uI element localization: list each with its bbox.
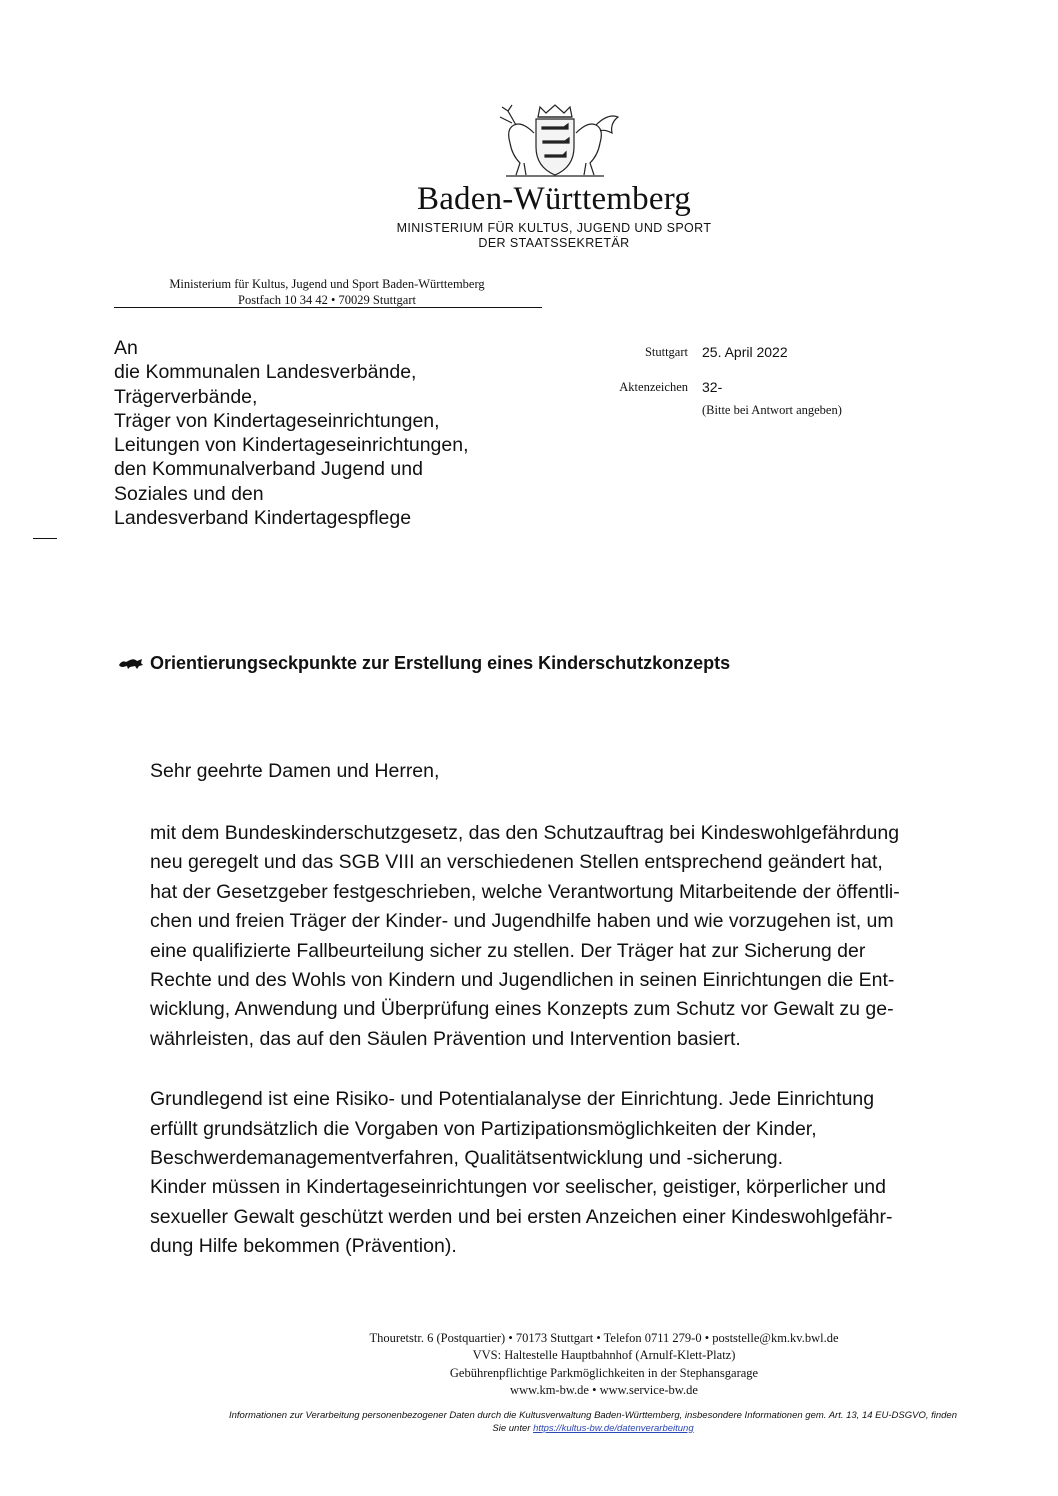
recipient-address bbox=[114, 336, 469, 530]
ministry-line-2: DER STAATSSEKRETÄR bbox=[478, 236, 630, 250]
reference-label: Aktenzeichen bbox=[619, 380, 688, 394]
letter-body bbox=[150, 760, 980, 1293]
subject-line bbox=[118, 653, 730, 674]
recipient-line: den Kommunalverband Jugend und bbox=[114, 458, 423, 481]
body-line: dung Hilfe bekommen (Prävention). bbox=[150, 1235, 457, 1258]
recipient-line: die Kommunalen Landesverbände, bbox=[114, 361, 417, 384]
privacy-prefix: Sie unter bbox=[492, 1422, 531, 1434]
salutation: Sehr geehrte Damen und Herren, bbox=[150, 760, 440, 782]
body-line: Beschwerdemanagementverfahren, Qualitätsentwicklung und -sicherung. bbox=[150, 1147, 784, 1170]
reference-note: (Bitte bei Antwort angeben) bbox=[702, 403, 842, 417]
body-line: währleisten, das auf den Säulen Prävention und Intervention basiert. bbox=[150, 1027, 741, 1050]
body-line: Grundlegend ist eine Risiko- und Potentialanalyse der Einrichtung. Jede Einrichtung bbox=[150, 1088, 875, 1111]
recipient-line: Leitungen von Kindertageseinrichtungen, bbox=[114, 434, 469, 457]
recipient-line: Landesverband Kindertagespflege bbox=[114, 507, 412, 530]
ministry-name bbox=[0, 221, 1058, 251]
body-line: sexueller Gewalt geschützt werden und bei ersten Anzeichen einer Kindeswohlgefähr- bbox=[150, 1205, 893, 1228]
fold-mark bbox=[33, 538, 57, 539]
reference-value: 32- bbox=[702, 379, 723, 395]
body-line: neu geregelt und das SGB VIII an verschiedenen Stellen entsprechend geändert hat, bbox=[150, 851, 883, 874]
letter-date: 25. April 2022 bbox=[702, 344, 788, 360]
recipient-line: Soziales und den bbox=[114, 482, 264, 505]
sender-line-2: Postfach 10 34 42 • 70029 Stuttgart bbox=[238, 293, 416, 307]
ministry-line-1: MINISTERIUM FÜR KULTUS, JUGEND UND SPORT bbox=[396, 221, 712, 235]
body-line: chen und freien Träger der Kinder- und Jugendhilfe haben und wie vorzugehen ist, um bbox=[150, 910, 894, 933]
privacy-notice bbox=[0, 1410, 1058, 1435]
lion-icon bbox=[118, 656, 144, 670]
state-name: Baden-Württemberg bbox=[416, 181, 692, 217]
paragraph-1 bbox=[150, 819, 980, 1054]
place-label: Stuttgart bbox=[644, 345, 688, 359]
privacy-line-2 bbox=[128, 1423, 1058, 1436]
recipient-line: Trägerverbände, bbox=[114, 385, 258, 408]
sender-line-1: Ministerium für Kultus, Jugend und Sport Baden-Württemberg bbox=[169, 277, 485, 291]
body-line: Kinder müssen in Kindertageseinrichtungen vor seelischer, geistiger, körperlicher und bbox=[150, 1176, 886, 1199]
footer-parking: Gebührenpflichtige Parkmöglichkeiten in der Stephansgarage bbox=[449, 1365, 759, 1380]
paragraph-2 bbox=[150, 1085, 980, 1261]
subject-text: Orientierungseckpunkte zur Erstellung eines Kinderschutzkonzepts bbox=[150, 653, 731, 673]
footer-address: Thouretstr. 6 (Postquartier) • 70173 Stuttgart • Telefon 0711 279-0 • poststelle@km.kv.bwl.de bbox=[369, 1331, 839, 1345]
privacy-line-1: Informationen zur Verarbeitung personenbezogener Daten durch die Kultusverwaltung Baden-Württemberg, insbesondere Informationen gem. Art. 13, 14 EU-DSGVO, finden bbox=[228, 1410, 958, 1421]
recipient-line: An bbox=[114, 337, 138, 359]
footer-transit: VVS: Haltestelle Hauptbahnhof (Arnulf-Klett-Platz) bbox=[472, 1348, 736, 1363]
body-line: hat der Gesetzgeber festgeschrieben, welche Verantwortung Mitarbeitende der öffentli- bbox=[150, 880, 900, 903]
sender-divider bbox=[114, 307, 542, 308]
body-line: Rechte und des Wohls von Kindern und Jugendlichen in seinen Einrichtungen die Ent- bbox=[150, 969, 895, 992]
footer-web: www.km-bw.de • www.service-bw.de bbox=[510, 1382, 698, 1397]
body-line: mit dem Bundeskinderschutzgesetz, das den Schutzauftrag bei Kindeswohlgefährdung bbox=[150, 822, 900, 844]
baden-wuerttemberg-coat-of-arms-icon bbox=[486, 103, 624, 179]
sender-address bbox=[114, 276, 540, 308]
body-line: erfüllt grundsätzlich die Vorgaben von Partizipationsmöglichkeiten der Kinder, bbox=[150, 1117, 817, 1140]
footer-contact bbox=[0, 1330, 1058, 1399]
privacy-link[interactable]: https://kultus-bw.de/datenverarbeitung bbox=[533, 1422, 694, 1434]
recipient-line: Träger von Kindertageseinrichtungen, bbox=[114, 409, 440, 432]
body-line: wicklung, Anwendung und Überprüfung eines Konzepts zum Schutz vor Gewalt zu ge- bbox=[150, 998, 894, 1021]
body-line: eine qualifizierte Fallbeurteilung sicher zu stellen. Der Träger hat zur Sicherung der bbox=[150, 939, 866, 962]
